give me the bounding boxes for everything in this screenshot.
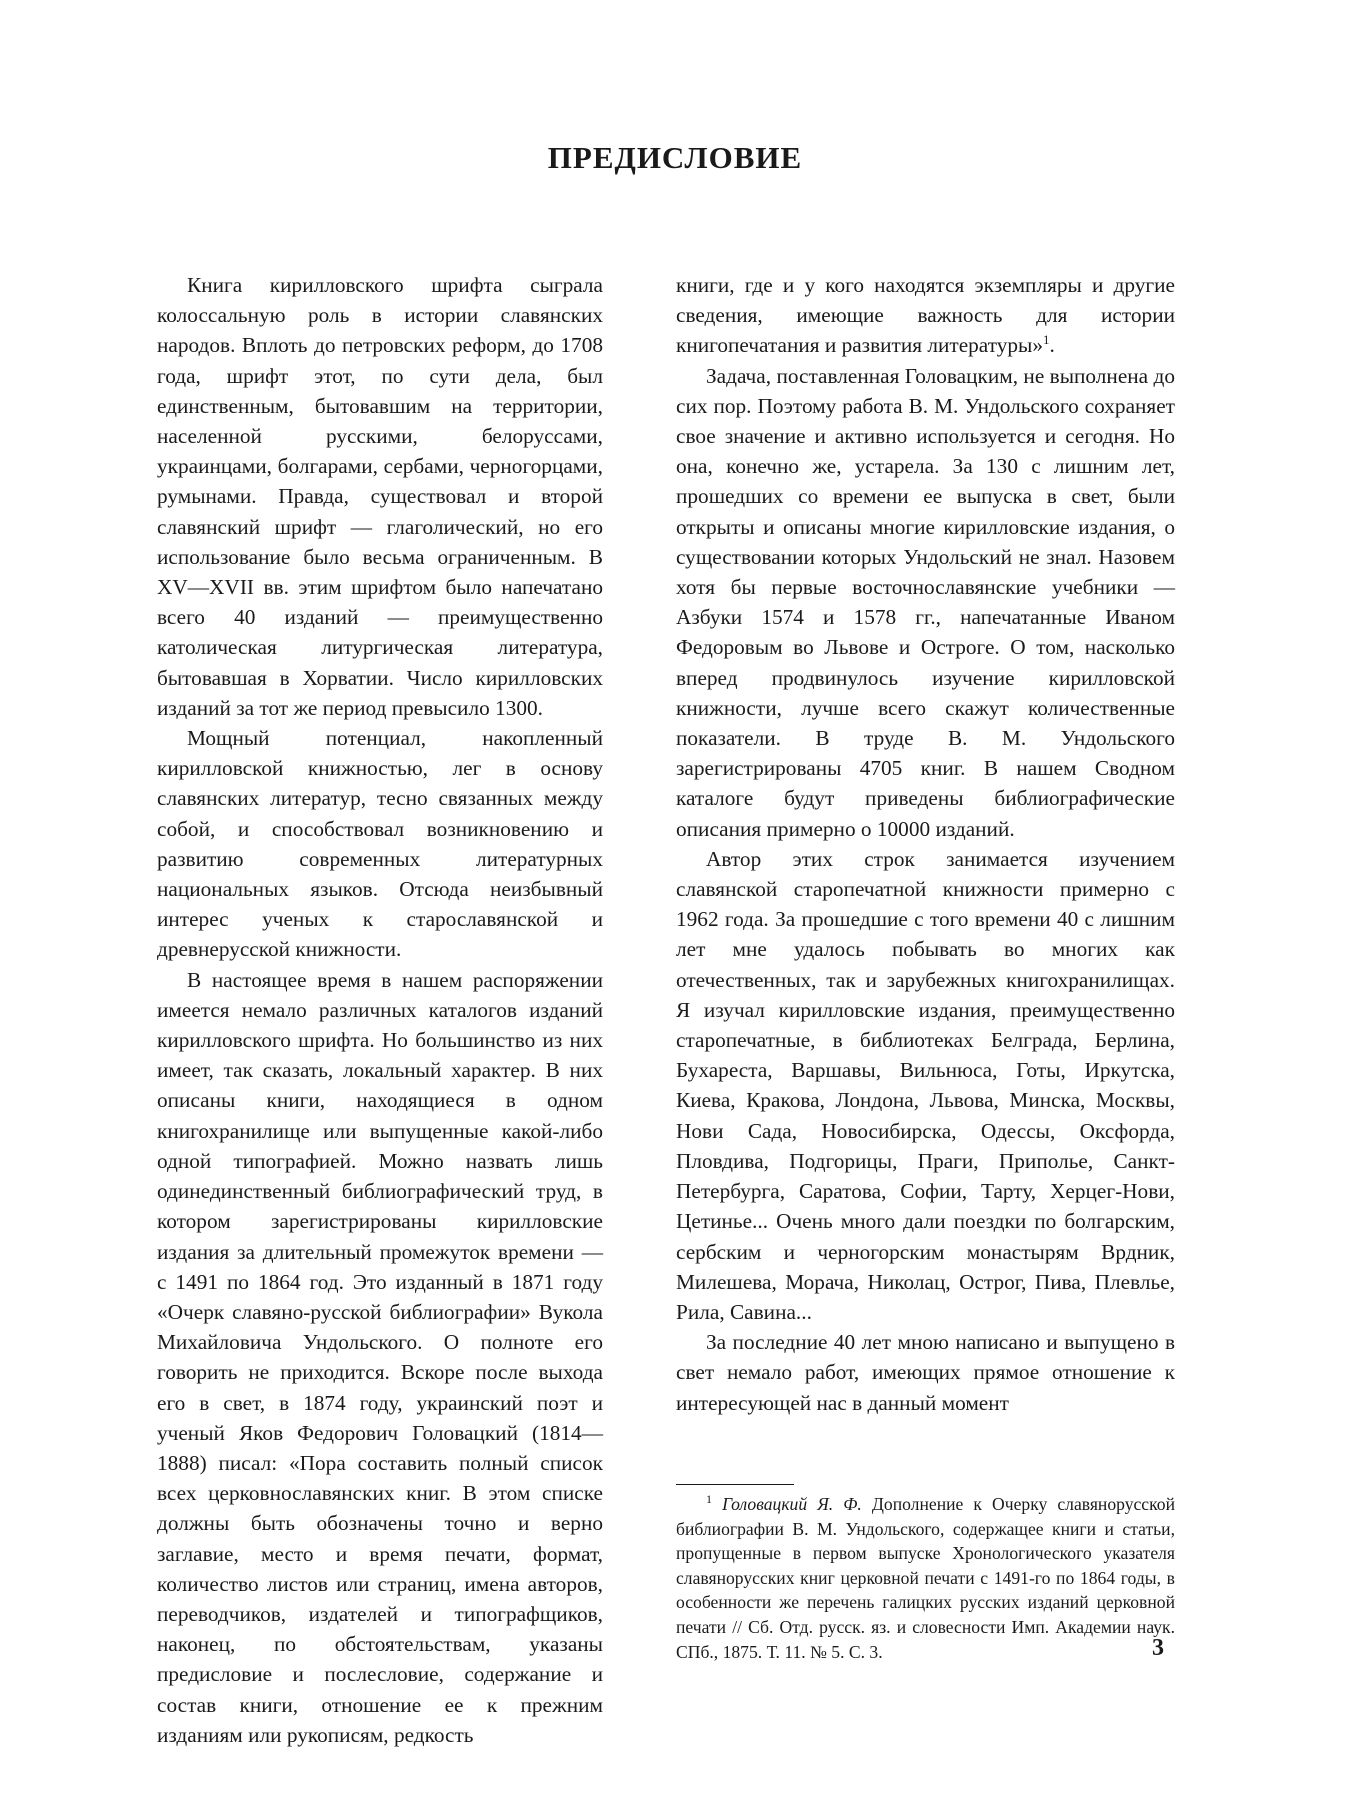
footnote-body: Дополнение к Очерку славянорусской библиографии В. М. Ундольского, содержащее книги и статьи, пропущенные в первом выпуске Хронологического указателя славянорусских книг церковной печати с 1491-го по 1864 годы, в особенности же перечень галицких русских изданий церковной печати // Сб. Отд. русск. яз. и словесности Имп. Академии наук. СПб., 1875. Т. 11. № 5. С. 3. (676, 1494, 1175, 1662)
paragraph-5: Автор этих строк занимается изучением славянской старопечатной книжности примерно с 1962 года. За прошедшие с того времени 40 с лишним лет мне удалось побывать во многих как отечественных, так и зарубежных книгохранилищах. Я изучал кирилловские издания, преимущественно старопечатные, в библиотеках Белграда, Берлина, Бухареста, Варшавы, Вильнюса, Готы, Иркутска, Киева, Кракова, Лондона, Львова, Минска, Москвы, Нови Сада, Новосибирска, Одессы, Оксфорда, Пловдива, Подгорицы, Праги, Приполье, Санкт-Петербурга, Саратова, Софии, Тарту, Херцег-Нови, Цетинье... Очень много дали поездки по болгарским, сербским и черногорским монастырям Врдник, Милешева, Морача, Николац, Острог, Пива, Плевлье, Рила, Савина... (676, 846, 1175, 1324)
footnote-number: 1 (706, 1492, 712, 1507)
footnote-separator (676, 1484, 794, 1485)
paragraph-4: Задача, поставленная Головацким, не выполнена до сих пор. Поэтому работа В. М. Ундольского сохраняет свое значение и активно используется и сегодня. Но она, конечно же, устарела. За 130 с лишним лет, прошедших со времени ее выпуска в свет, были открыты и описаны многие кирилловские издания, о существовании которых Ундольский не знал. Назовем хотя бы первые восточнославянские учебники — Азбуки 1574 и 1578 гг., напечатанные Иваном Федоровым во Львове и Остроге. О том, насколько вперед продвинулось изучение кирилловской книжности, лучше всего скажут количественные показатели. В труде В. М. Ундольского зарегистрированы 4705 книг. В нашем Сводном каталоге будут приведены библиографические описания примерно о 10000 изданий. (676, 363, 1175, 841)
paragraph-continued (676, 270, 1175, 361)
paragraph-6: За последние 40 лет мною написано и выпущено в свет немало работ, имеющих прямое отношение к интересующей нас в данный момент (676, 1330, 1175, 1415)
footnote-author: Головацкий Я. Ф. (722, 1494, 862, 1514)
left-column (157, 270, 603, 1750)
page-title: ПРЕДИСЛОВИЕ (547, 140, 803, 175)
paragraph-2: Мощный потенциал, накопленный кирилловской книжностью, лег в основу славянских литератур, тесно связанных между собой, и способствовал возникновению и развитию современных литературных национальных языков. Отсюда неизбывный интерес ученых к старославянской и древнерусской книжности. (157, 726, 603, 962)
page-number: 3 (1152, 1635, 1164, 1661)
continued-text: книги, где и у кого находятся экземпляры и другие сведения, имеющие важность для истории книгопечатания и развития литературы» (676, 273, 1175, 358)
footnote-text (676, 1492, 1175, 1664)
paragraph-1: Книга кирилловского шрифта сыграла колоссальную роль в истории славянских народов. Вплоть до петровских реформ, до 1708 года, шрифт этот, по сути дела, был единственным, бытовавшим на территории, населенной русскими, белоруссами, украинцами, болгарами, сербами, черногорцами, румынами. Правда, существовал и второй славянский шрифт — глаголический, но его использование было весьма ограниченным. В XV—XVII вв. этим шрифтом было напечатано всего 40 изданий — преимущественно католическая литургическая литература, бытовавшая в Хорватии. Число кирилловских изданий за тот же период превысило 1300. (157, 273, 603, 720)
right-column (676, 270, 1175, 1418)
paragraph-3: В настоящее время в нашем распоряжении имеется немало различных каталогов изданий кирилловского шрифта. Но большинство из них имеет, так сказать, локальный характер. В них описаны книги, находящиеся в одном книгохранилище или выпущенные какой-либо одной типографией. Можно назвать лишь одинединственный библиографический труд, в котором зарегистрированы кирилловские издания за длительный промежуток времени — с 1491 по 1864 год. Это изданный в 1871 году «Очерк славяно-русской библиографии» Вукола Михайловича Ундольского. О полноте его говорить не приходится. Вскоре после выхода его в свет, в 1874 году, украинский поэт и ученый Яков Федорович Головацкий (1814—1888) писал: «Пора составить полный список всех церковнославянских книг. В этом списке должны быть обозначены точно и верно заглавие, место и время печати, формат, количество листов или страниц, имена авторов, переводчиков, издателей и типографщиков, наконец, по обстоятельствам, указаны предисловие и послесловие, содержание и состав книги, отношение ее к прежним изданиям или рукописям, редкость (157, 967, 603, 1747)
footnote-reference: 1 (1043, 332, 1050, 348)
footnote (676, 1492, 1175, 1664)
continued-text-end: . (1049, 333, 1055, 358)
